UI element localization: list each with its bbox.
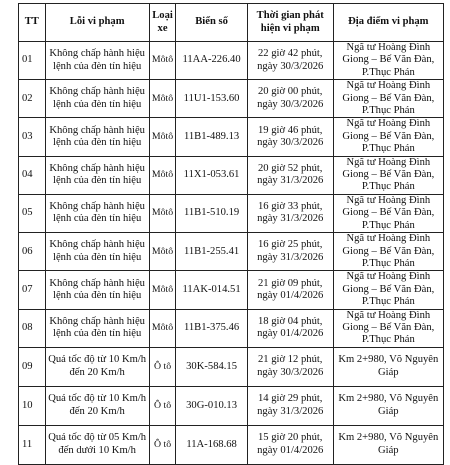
cell-loai-xe: Môtô: [149, 118, 176, 156]
cell-bien-so: 11AK-014.51: [176, 271, 248, 309]
cell-thoi-gian: 19 giờ 46 phút, ngày 30/3/2026: [247, 118, 333, 156]
table-row: [19, 271, 444, 309]
table-row: [19, 42, 444, 80]
cell-bien-so: 11B1-489.13: [176, 118, 248, 156]
cell-bien-so: 11B1-510.19: [176, 194, 248, 232]
violations-table: [18, 3, 444, 465]
table-row: [19, 386, 444, 425]
cell-loi-vi-pham: Không chấp hành hiệu lệnh của đèn tín hiệu: [45, 80, 149, 118]
table-header: [19, 4, 444, 42]
cell-tt: 10: [19, 386, 46, 425]
cell-loi-vi-pham: Quá tốc độ từ 10 Km/h đến 20 Km/h: [45, 386, 149, 425]
cell-thoi-gian: 16 giờ 25 phút, ngày 31/3/2026: [247, 233, 333, 271]
cell-tt: 11: [19, 425, 46, 464]
cell-thoi-gian: 21 giờ 12 phút, ngày 30/3/2026: [247, 347, 333, 386]
cell-loai-xe: Ô tô: [149, 347, 176, 386]
table-row: [19, 118, 444, 156]
cell-tt: 04: [19, 156, 46, 194]
cell-bien-so: 30G-010.13: [176, 386, 248, 425]
cell-bien-so: 11U1-153.60: [176, 80, 248, 118]
cell-thoi-gian: 15 giờ 20 phút, ngày 01/4/2026: [247, 425, 333, 464]
table-row: [19, 233, 444, 271]
cell-thoi-gian: 14 giờ 29 phút, ngày 31/3/2026: [247, 386, 333, 425]
table-row: [19, 194, 444, 232]
cell-tt: 06: [19, 233, 46, 271]
table-row: [19, 80, 444, 118]
cell-bien-so: 11B1-255.41: [176, 233, 248, 271]
cell-thoi-gian: 20 giờ 52 phút, ngày 31/3/2026: [247, 156, 333, 194]
cell-dia-diem: Ngã tư Hoàng Đình Giong – Bế Văn Đàn, P.Thục Phán: [333, 233, 443, 271]
header-loi-vi-pham: Lỗi vi phạm: [45, 4, 149, 42]
header-bien-so: Biển số: [176, 4, 248, 42]
cell-tt: 05: [19, 194, 46, 232]
cell-tt: 02: [19, 80, 46, 118]
cell-tt: 03: [19, 118, 46, 156]
cell-bien-so: 30K-584.15: [176, 347, 248, 386]
cell-loai-xe: Môtô: [149, 233, 176, 271]
cell-loai-xe: Môtô: [149, 194, 176, 232]
header-tt: TT: [19, 4, 46, 42]
cell-loai-xe: Môtô: [149, 271, 176, 309]
table-row: [19, 425, 444, 464]
cell-dia-diem: Km 2+980, Võ Nguyên Giáp: [333, 425, 443, 464]
cell-loi-vi-pham: Không chấp hành hiệu lệnh của đèn tín hiệu: [45, 194, 149, 232]
cell-bien-so: 11A-168.68: [176, 425, 248, 464]
cell-loai-xe: Ô tô: [149, 386, 176, 425]
cell-tt: 07: [19, 271, 46, 309]
cell-tt: 08: [19, 309, 46, 347]
cell-tt: 09: [19, 347, 46, 386]
cell-loi-vi-pham: Không chấp hành hiệu lệnh của đèn tín hiệu: [45, 118, 149, 156]
cell-loai-xe: Môtô: [149, 156, 176, 194]
cell-loai-xe: Môtô: [149, 42, 176, 80]
cell-loai-xe: Môtô: [149, 309, 176, 347]
cell-loi-vi-pham: Quá tốc độ từ 05 Km/h đến dưới 10 Km/h: [45, 425, 149, 464]
cell-thoi-gian: 18 giờ 04 phút, ngày 01/4/2026: [247, 309, 333, 347]
cell-loi-vi-pham: Không chấp hành hiệu lệnh của đèn tín hiệu: [45, 42, 149, 80]
cell-dia-diem: Ngã tư Hoàng Đình Giong – Bế Văn Đàn, P.Thục Phán: [333, 118, 443, 156]
cell-bien-so: 11X1-053.61: [176, 156, 248, 194]
table-row: [19, 347, 444, 386]
table-body: [19, 42, 444, 465]
cell-loi-vi-pham: Không chấp hành hiệu lệnh của đèn tín hiệu: [45, 271, 149, 309]
cell-dia-diem: Ngã tư Hoàng Đình Giong – Bế Văn Đàn, P.Thục Phán: [333, 80, 443, 118]
table-row: [19, 156, 444, 194]
cell-bien-so: 11B1-375.46: [176, 309, 248, 347]
cell-dia-diem: Ngã tư Hoàng Đình Giong – Bế Văn Đàn, P.Thục Phán: [333, 194, 443, 232]
cell-dia-diem: Km 2+980, Võ Nguyên Giáp: [333, 347, 443, 386]
cell-dia-diem: Ngã tư Hoàng Đình Giong – Bế Văn Đàn, P.Thục Phán: [333, 309, 443, 347]
header-loai-xe: Loại xe: [149, 4, 176, 42]
cell-thoi-gian: 22 giờ 42 phút, ngày 30/3/2026: [247, 42, 333, 80]
cell-thoi-gian: 20 giờ 00 phút, ngày 30/3/2026: [247, 80, 333, 118]
cell-thoi-gian: 21 giờ 09 phút, ngày 01/4/2026: [247, 271, 333, 309]
cell-loai-xe: Ô tô: [149, 425, 176, 464]
cell-dia-diem: Ngã tư Hoàng Đình Giong – Bế Văn Đàn, P.Thục Phán: [333, 271, 443, 309]
cell-dia-diem: Km 2+980, Võ Nguyên Giáp: [333, 386, 443, 425]
cell-loi-vi-pham: Không chấp hành hiệu lệnh của đèn tín hiệu: [45, 233, 149, 271]
cell-loai-xe: Môtô: [149, 80, 176, 118]
cell-bien-so: 11AA-226.40: [176, 42, 248, 80]
header-row: [19, 4, 444, 42]
cell-tt: 01: [19, 42, 46, 80]
table-row: [19, 309, 444, 347]
cell-loi-vi-pham: Không chấp hành hiệu lệnh của đèn tín hiệu: [45, 309, 149, 347]
header-dia-diem: Địa điểm vi phạm: [333, 4, 443, 42]
cell-loi-vi-pham: Quá tốc độ từ 10 Km/h đến 20 Km/h: [45, 347, 149, 386]
cell-thoi-gian: 16 giờ 33 phút, ngày 31/3/2026: [247, 194, 333, 232]
header-thoi-gian: Thời gian phát hiện vi phạm: [247, 4, 333, 42]
cell-loi-vi-pham: Không chấp hành hiệu lệnh của đèn tín hiệu: [45, 156, 149, 194]
cell-dia-diem: Ngã tư Hoàng Đình Giong – Bế Văn Đàn, P.Thục Phán: [333, 156, 443, 194]
cell-dia-diem: Ngã tư Hoàng Đình Giong – Bế Văn Đàn, P.Thục Phán: [333, 42, 443, 80]
